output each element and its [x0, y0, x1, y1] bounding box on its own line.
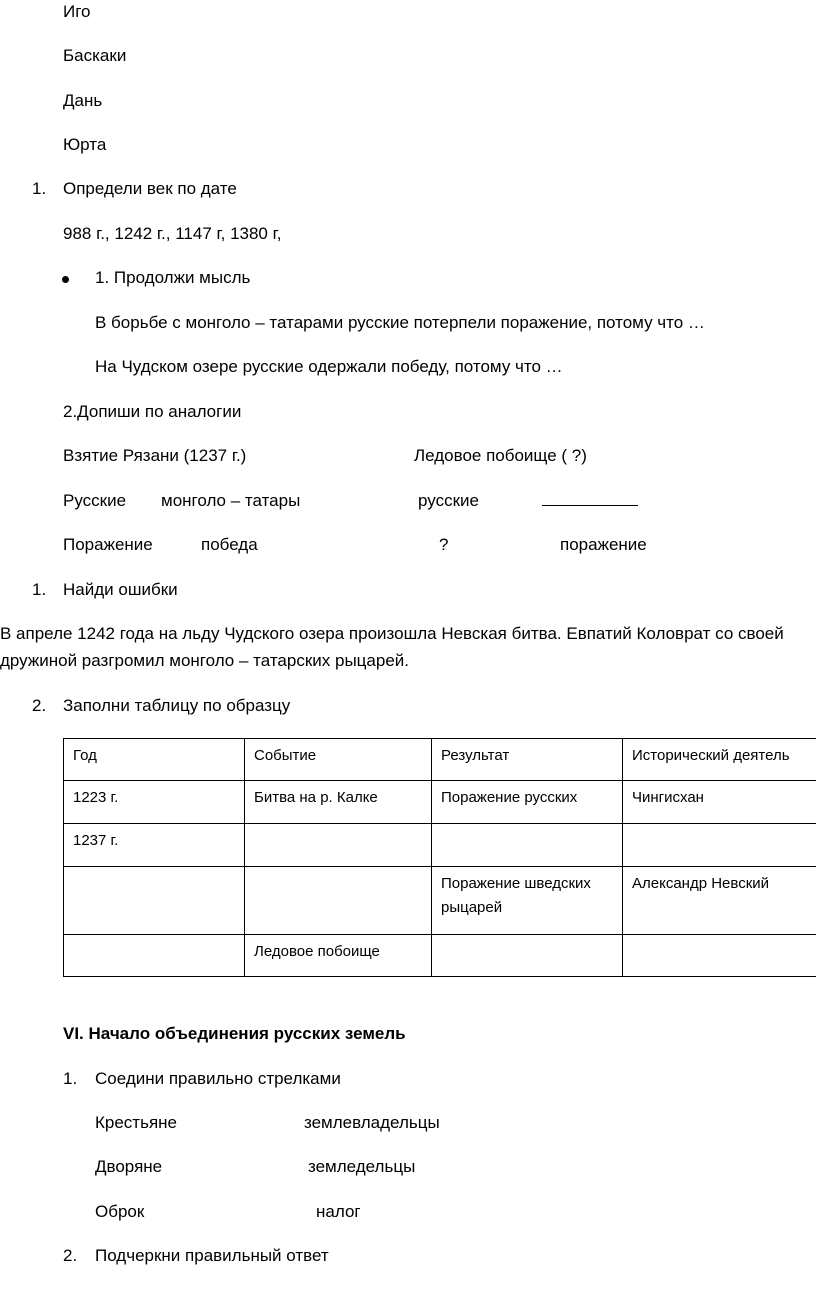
term-baskaki: Баскаки [63, 46, 127, 65]
table-cell[interactable] [245, 867, 432, 935]
task-table-title: Заполни таблицу по образцу [63, 696, 291, 715]
match-left-item: Крестьяне [95, 1113, 178, 1132]
table-cell[interactable]: Битва на р. Калке [245, 781, 432, 824]
task-match-title: Соедини правильно стрелками [95, 1069, 341, 1088]
table-row [64, 824, 816, 867]
analogy-row1-right: Ледовое побоище ( ?) [414, 446, 587, 465]
table-cell[interactable] [64, 867, 245, 935]
list-number: 2. [63, 1246, 78, 1265]
answer-blank-line[interactable] [542, 490, 638, 512]
table-row [64, 867, 816, 935]
table-cell[interactable] [64, 935, 245, 977]
table-header-cell: Событие [245, 739, 432, 781]
task-errors-text-line1: В апреле 1242 года на льду Чудского озера произошла Невская битва. Евпатий Коловрат со своей [0, 624, 784, 643]
table-cell[interactable]: Ледовое побоище [245, 935, 432, 977]
table-cell[interactable]: Чингисхан [623, 781, 816, 824]
list-number: 1. [63, 1069, 78, 1088]
task-continue-title: 1. Продолжи мысль [95, 268, 251, 287]
table-cell[interactable] [432, 824, 623, 867]
task-analogy-title: 2.Допиши по аналогии [63, 402, 242, 421]
task-century-dates: 988 г., 1242 г., 1147 г, 1380 г, [63, 224, 282, 243]
match-left-item: Оброк [95, 1202, 145, 1221]
task-errors-text-line2: дружиной разгромил монголо – татарских рыцарей. [0, 651, 409, 670]
table-cell[interactable]: 1223 г. [64, 781, 245, 824]
list-number: 1. [32, 580, 47, 599]
list-number: 2. [32, 696, 47, 715]
term-yurta: Юрта [63, 135, 107, 154]
analogy-row1-left: Взятие Рязани (1237 г.) [63, 446, 247, 465]
table-header-cell: Исторический деятель [623, 739, 816, 781]
match-right-item: земледельцы [308, 1157, 416, 1176]
table-cell[interactable] [245, 824, 432, 867]
term-igo: Иго [63, 2, 91, 21]
section-heading: VI. Начало объединения русских земель [63, 1024, 406, 1043]
table-row [64, 781, 816, 824]
analogy-row2-b: монголо – татары [161, 491, 301, 510]
table-header-row [64, 739, 816, 781]
task-continue-line2: На Чудском озере русские одержали победу, потому что … [95, 357, 563, 376]
analogy-row3-b: победа [201, 535, 258, 554]
bullet-icon [62, 276, 69, 283]
match-right-item: налог [316, 1202, 361, 1221]
table-row [64, 935, 816, 977]
term-dan: Дань [63, 91, 103, 110]
history-table [63, 738, 816, 977]
table-cell[interactable]: Александр Невский [623, 867, 816, 935]
table-cell[interactable] [623, 824, 816, 867]
table-header-cell: Год [64, 739, 245, 781]
analogy-row3-c: ? [439, 535, 449, 554]
task-underline-title: Подчеркни правильный ответ [95, 1246, 329, 1265]
analogy-row3-d: поражение [560, 535, 647, 554]
table-cell[interactable]: Поражение русских [432, 781, 623, 824]
analogy-row2-c: русские [418, 491, 479, 510]
analogy-row2-a: Русские [63, 491, 127, 510]
task-errors-title: Найди ошибки [63, 580, 178, 599]
list-number: 1. [32, 179, 47, 198]
table-cell[interactable]: Поражение шведских рыцарей [432, 867, 623, 935]
match-right-item: землевладельцы [304, 1113, 440, 1132]
analogy-row3-a: Поражение [63, 535, 153, 554]
task-century-title: Определи век по дате [63, 179, 237, 198]
match-left-item: Дворяне [95, 1157, 163, 1176]
table-cell[interactable] [432, 935, 623, 977]
task-continue-line1: В борьбе с монголо – татарами русские потерпели поражение, потому что … [95, 313, 705, 332]
table-cell[interactable]: 1237 г. [64, 824, 245, 867]
table-cell[interactable] [623, 935, 816, 977]
table-header-cell: Результат [432, 739, 623, 781]
